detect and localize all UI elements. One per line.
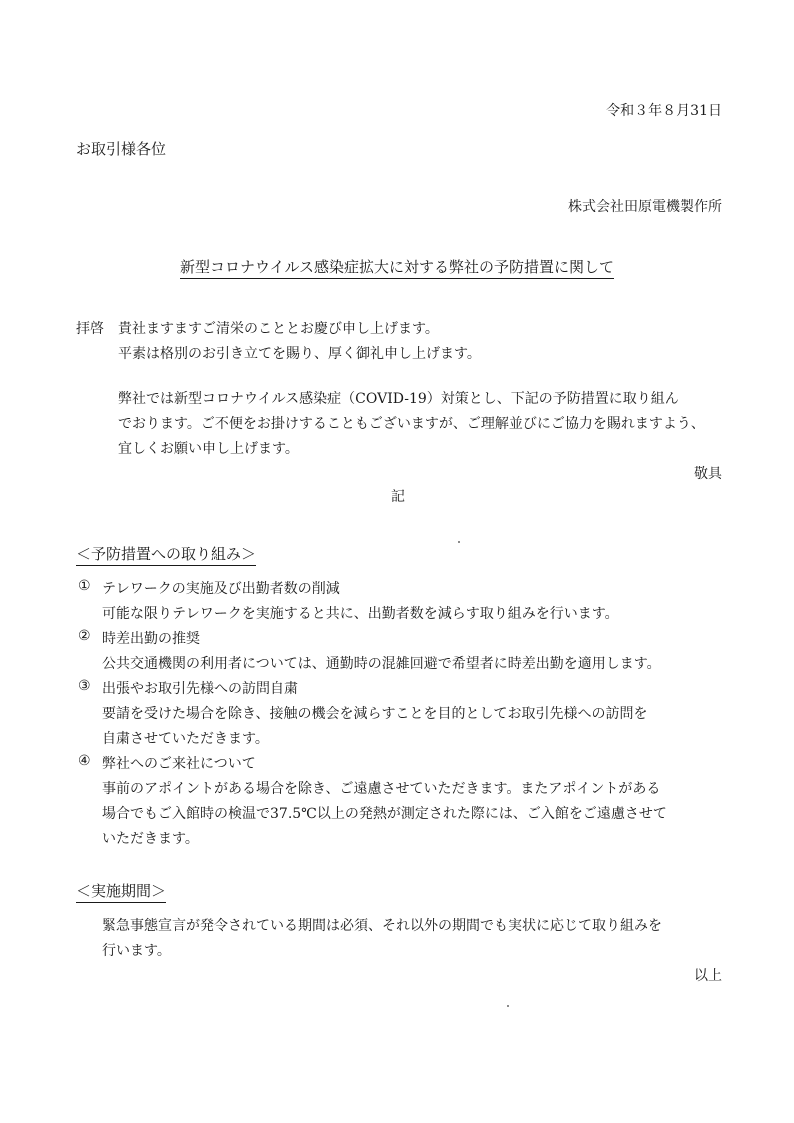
section-heading-measures-text: ＜予防措置への取り組み＞: [76, 545, 256, 566]
item-line-2-1: 公共交通機関の利用者については、通勤時の混雑回避で希望者に時差出勤を適用します。: [102, 656, 661, 672]
item-line-3-1: 要請を受けた場合を除き、接触の機会を減らすことを目的としてお取引先様への訪問を: [102, 706, 648, 722]
ki-marker: 記: [391, 489, 405, 505]
item-line-4-2: 場合でもご入館時の検温で37.5℃以上の発熱が測定された際には、ご入館をご遠慮させて: [102, 806, 667, 822]
scan-speck: [507, 1005, 509, 1007]
period-line-1: 緊急事態宣言が発令されている期間は必須、それ以外の期間でも実状に応じて取り組みを: [102, 918, 662, 934]
greeting-line-2: 平素は格別のお引き立てを賜り、厚く御礼申し上げます。: [118, 346, 481, 362]
document-date: 令和３年８月31日: [606, 103, 722, 119]
scan-speck: [458, 541, 460, 543]
closing-ijou: 以上: [694, 968, 722, 984]
item-number-2: ②: [78, 628, 91, 644]
section-heading-period-text: ＜実施期間＞: [76, 882, 166, 903]
document-title: 新型コロナウイルス感染症拡大に対する弊社の予防措置に関して: [180, 258, 614, 279]
item-number-4: ④: [78, 753, 91, 769]
greeting-line-1: 貴社ますますご清栄のこととお慶び申し上げます。: [118, 321, 439, 337]
item-line-4-1: 事前のアポイントがある場合を除き、ご遠慮させていただきます。またアポイントがある: [102, 781, 661, 797]
sender-company: 株式会社田原電機製作所: [568, 199, 722, 215]
item-title-2: 時差出勤の推奨: [102, 631, 200, 647]
section-heading-period: [76, 880, 166, 901]
item-number-1: ①: [78, 578, 91, 594]
item-title-3: 出張やお取引先様への訪問自粛: [102, 681, 298, 697]
title-wrapper: [0, 256, 794, 277]
body-line-2: でおります。ご不便をお掛けすることもございますが、ご理解並びにご協力を賜れますよう、: [118, 416, 705, 432]
period-line-2: 行います。: [102, 943, 171, 959]
item-line-4-3: いただきます。: [102, 831, 199, 847]
item-line-3-2: 自粛させていただきます。: [102, 731, 269, 747]
body-line-3: 宜しくお願い申し上げます。: [118, 441, 299, 457]
item-title-1: テレワークの実施及び出勤者数の削減: [102, 581, 340, 597]
body-line-1: 弊社では新型コロナウイルス感染症（COVID-19）対策とし、下記の予防措置に取り組ん: [118, 391, 679, 407]
closing-keigu: 敬具: [694, 466, 722, 482]
greeting-label: 拝啓: [76, 321, 104, 337]
item-line-1-1: 可能な限りテレワークを実施すると共に、出勤者数を減らす取り組みを行います。: [102, 606, 619, 622]
section-heading-measures: [76, 543, 256, 564]
recipient: お取引様各位: [76, 140, 167, 158]
item-title-4: 弊社へのご来社について: [102, 756, 256, 772]
item-number-3: ③: [78, 678, 91, 694]
